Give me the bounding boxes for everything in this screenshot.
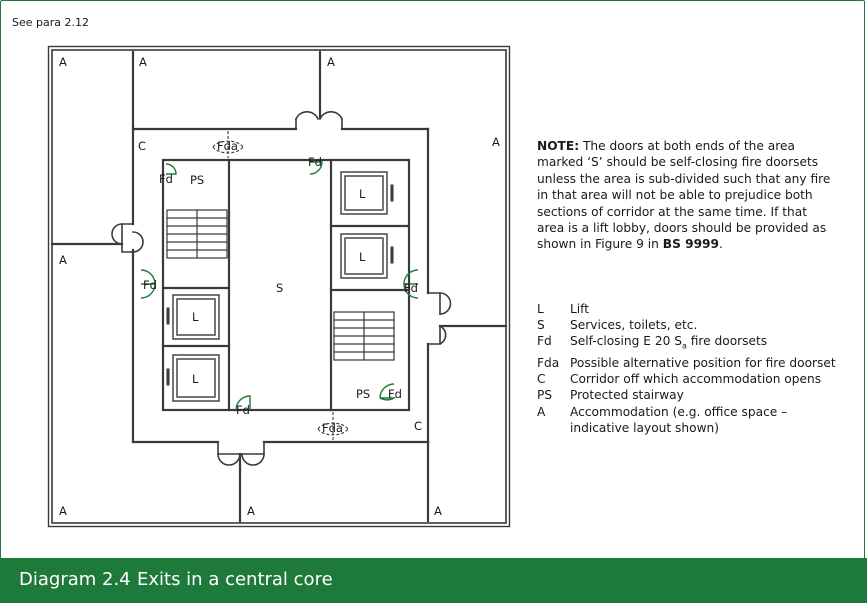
legend-row (537, 371, 847, 387)
label-accommodation: A (59, 253, 67, 267)
reference-text: See para 2.12 (12, 16, 89, 29)
note-lead: NOTE: (537, 139, 580, 153)
label-fire-door: Fd (308, 155, 322, 169)
note-end: . (719, 237, 723, 252)
label-lift: L (359, 250, 366, 264)
legend-desc: Corridor off which accommodation opens (570, 372, 822, 387)
legend-code: Fd (537, 334, 552, 349)
legend-desc: Possible alternative position for fire doorset (570, 356, 836, 371)
label-fire-door: Fd (404, 281, 418, 295)
legend-code: C (537, 372, 546, 387)
legend-row (537, 301, 847, 317)
legend-desc-post: fire doorsets (686, 334, 768, 349)
label-protected-stair: PS (356, 387, 371, 401)
legend-desc: Protected stairway (570, 388, 684, 403)
legend-row (537, 387, 847, 403)
note-standard: BS 9999 (662, 237, 720, 252)
legend-desc: Lift (570, 302, 590, 316)
label-corridor: C (138, 139, 147, 153)
legend-code: PS (537, 388, 553, 403)
legend-code: L (537, 302, 544, 316)
legend-row (537, 333, 847, 355)
label-accommodation: A (59, 55, 67, 69)
stair-right (334, 312, 394, 360)
legend-desc-sub: a (681, 341, 687, 351)
label-services: S (276, 281, 284, 295)
diagram-number: Diagram 2.4 (19, 569, 131, 590)
legend-desc (570, 333, 847, 355)
label-accommodation: A (59, 504, 67, 518)
central-core (163, 160, 409, 410)
diagram-title: Exits in a central core (137, 569, 333, 590)
label-fire-door: Fd (388, 387, 402, 401)
label-lift: L (192, 310, 199, 324)
label-accommodation: A (139, 55, 147, 69)
legend-code: A (537, 404, 546, 419)
label-fire-door: Fd (236, 403, 250, 417)
label-protected-stair: PS (190, 173, 205, 187)
legend-row (537, 317, 847, 333)
label-accommodation: A (247, 504, 255, 518)
label-corridor: C (414, 419, 423, 433)
legend-desc: Services, toilets, etc. (570, 318, 698, 333)
label-fire-door: Fd (159, 172, 173, 186)
legend-desc-pre: Self-closing E 20 S (570, 334, 682, 349)
label-lift: L (359, 187, 366, 201)
caption-bar (0, 558, 867, 603)
legend-row (537, 404, 847, 436)
note-body: The doors at both ends of the area marked ‘S’ should be self-closing fire doorsets unless the area is sub-divided such that any fire in that area will not be able to prejudice both sections of corridor at the same time. If that area is a lift lobby, doors should be provided as shown in Figure 9 in (537, 139, 831, 252)
label-accommodation: A (492, 135, 500, 149)
label-accommodation: A (434, 504, 442, 518)
legend-row (537, 355, 847, 371)
label-fire-door: Fd (143, 278, 157, 292)
label-accommodation: A (327, 55, 335, 69)
note-text (537, 138, 837, 253)
label-alt-fire-door: Fda (322, 421, 343, 435)
label-alt-fire-door: Fda (217, 139, 238, 153)
legend (537, 301, 847, 436)
label-lift: L (192, 372, 199, 386)
legend-desc: Accommodation (e.g. office space – indicative layout shown) (570, 404, 788, 435)
stair-left (167, 210, 227, 258)
legend-code: S (537, 318, 545, 333)
legend-code: Fda (537, 356, 560, 371)
